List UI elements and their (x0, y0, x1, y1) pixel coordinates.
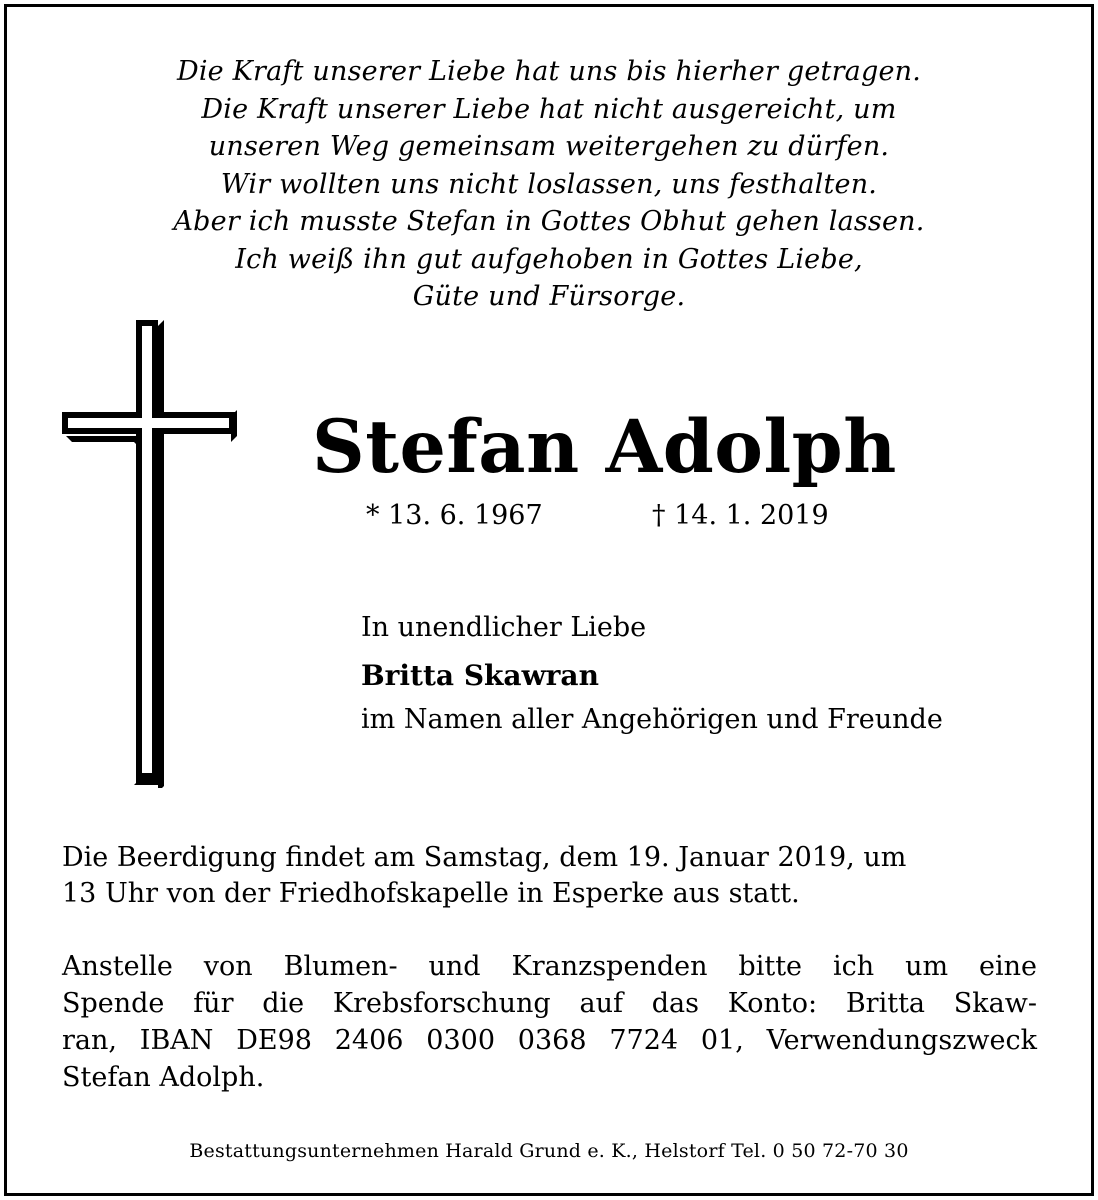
death-date: † 14. 1. 2019 (652, 500, 829, 531)
poem-line: Güte und Fürsorge. (412, 281, 686, 312)
poem-line: Aber ich musste Stefan in Gottes Obhut gehen lassen. (173, 206, 925, 237)
poem-line: unseren Weg gemeinsam weitergehen zu dürfen. (208, 131, 890, 162)
funeral-announcement (62, 840, 1037, 912)
donation-request (62, 948, 1037, 1096)
funeral-line: 13 Uhr von der Friedhofskapelle in Esperke aus statt. (62, 878, 800, 909)
mourner-name: Britta Skawran (361, 659, 599, 692)
poem-line: Wir wollten uns nicht loslassen, uns festhalten. (220, 168, 878, 200)
donation-line: Anstelle von Blumen- und Kranzspenden bitte ich um eine (62, 951, 1037, 982)
poem-line: Die Kraft unserer Liebe hat uns bis hierher getragen. (176, 56, 922, 87)
poem-line: Die Kraft unserer Liebe hat nicht ausgereicht, um (201, 93, 897, 125)
donation-line: Spende für die Krebsforschung auf das Konto: Britta Skaw- (62, 988, 1037, 1019)
poem-line: Ich weiß ihn gut aufgehoben in Gottes Liebe, (235, 243, 863, 275)
poem (0, 53, 1098, 316)
mourners-on-behalf: im Namen aller Angehörigen und Freunde (361, 704, 943, 735)
donation-line: ran, IBAN DE98 2406 0300 0368 7724 01, Verwendungszweck (62, 1025, 1037, 1056)
donation-line: Stefan Adolph. (62, 1062, 265, 1093)
latin-cross-icon (60, 318, 240, 788)
funeral-line: Die Beerdigung findet am Samstag, dem 19. Januar 2019, um (62, 842, 907, 873)
mourners-intro: In unendlicher Liebe (361, 612, 647, 643)
birth-date: * 13. 6. 1967 (366, 500, 543, 531)
deceased-name: Stefan Adolph (312, 404, 897, 490)
funeral-home-footer: Bestattungsunternehmen Harald Grund e. K., Helstorf Tel. 0 50 72-70 30 (189, 1140, 909, 1162)
